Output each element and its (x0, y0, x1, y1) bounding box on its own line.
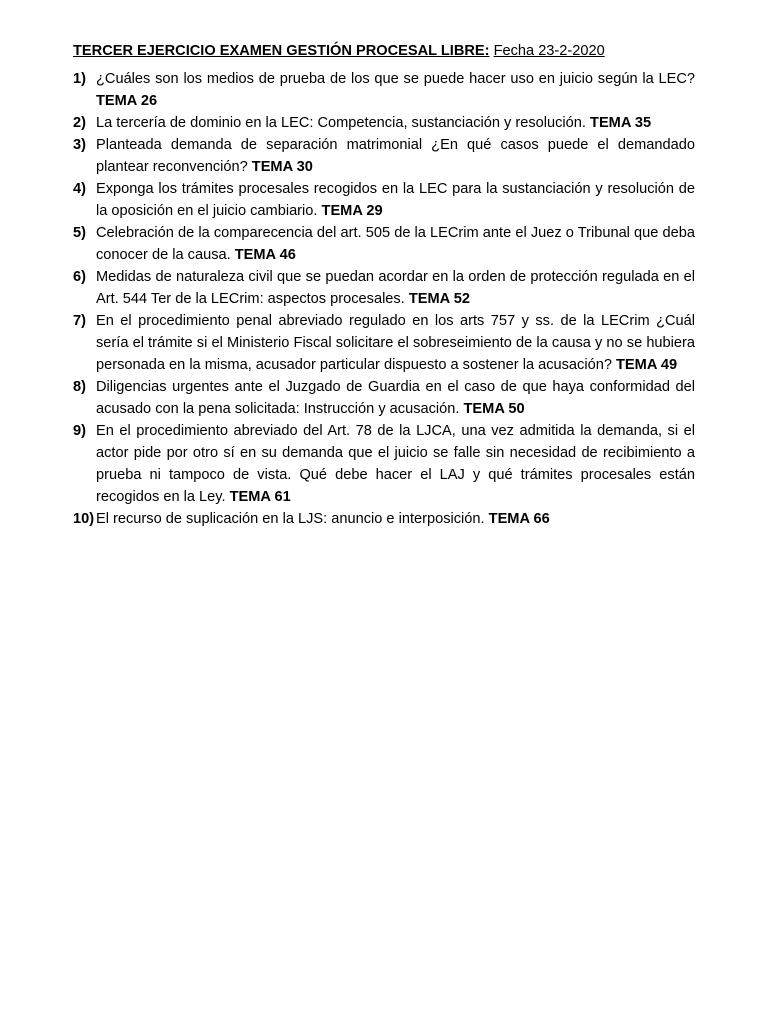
question-text: Celebración de la comparecencia del art. 505 de la LECrim ante el Juez o Tribunal que deba conocer de la causa. (96, 225, 695, 263)
question-tema: TEMA 50 (463, 401, 525, 417)
question-tema: TEMA 52 (408, 291, 470, 307)
question-tema: TEMA 61 (229, 489, 291, 505)
question-item-5 (73, 222, 695, 266)
question-tema: TEMA 46 (234, 247, 296, 263)
question-tema: TEMA 35 (590, 115, 652, 131)
question-number: 3) (73, 137, 86, 153)
question-text: En el procedimiento penal abreviado regulado en los arts 757 y ss. de la LECrim ¿Cuál sería el trámite si el Ministerio Fiscal solicitare el sobreseimiento de la causa y no se hubiera personada en la misma, acusador particular dispuesto a sostener la acusación? (96, 313, 695, 373)
question-item-4 (73, 178, 695, 222)
question-tema: TEMA 26 (96, 93, 158, 109)
question-number: 5) (73, 225, 86, 241)
question-number: 1) (73, 71, 86, 87)
question-item-9 (73, 420, 695, 508)
question-item-1 (73, 68, 695, 112)
question-text: ¿Cuáles son los medios de prueba de los que se puede hacer uso en juicio según la LEC? (96, 71, 695, 87)
question-item-8 (73, 376, 695, 420)
exam-title: TERCER EJERCICIO EXAMEN GESTIÓN PROCESAL LIBRE: (73, 43, 490, 59)
exam-date: Fecha 23-2-2020 (493, 43, 605, 59)
question-number: 2) (73, 115, 86, 131)
question-tema: TEMA 29 (321, 203, 383, 219)
question-tema: TEMA 30 (251, 159, 313, 175)
question-number: 9) (73, 423, 86, 439)
question-tema: TEMA 49 (616, 357, 678, 373)
question-item-3 (73, 134, 695, 178)
question-number: 6) (73, 269, 86, 285)
question-text: Diligencias urgentes ante el Juzgado de Guardia en el caso de que haya conformidad del acusado con la pena solicitada: Instrucción y acusación. (96, 379, 695, 417)
question-tema: TEMA 66 (488, 511, 550, 527)
question-number: 7) (73, 313, 86, 329)
exam-header (73, 40, 695, 62)
question-item-2 (73, 112, 695, 134)
question-text: Exponga los trámites procesales recogidos en la LEC para la sustanciación y resolución de la oposición en el juicio cambiario. (96, 181, 695, 219)
question-item-7 (73, 310, 695, 376)
question-text: Medidas de naturaleza civil que se puedan acordar en la orden de protección regulada en el Art. 544 Ter de la LECrim: aspectos procesales. (96, 269, 695, 307)
question-list (73, 68, 695, 530)
question-number: 10) (73, 511, 95, 527)
question-number: 8) (73, 379, 86, 395)
question-text: La tercería de dominio en la LEC: Competencia, sustanciación y resolución. (96, 115, 586, 131)
question-text: Planteada demanda de separación matrimonial ¿En qué casos puede el demandado plantear reconvención? (96, 137, 695, 175)
question-item-10 (73, 508, 695, 530)
question-text: El recurso de suplicación en la LJS: anuncio e interposición. (96, 511, 485, 527)
question-item-6 (73, 266, 695, 310)
question-number: 4) (73, 181, 86, 197)
question-text: En el procedimiento abreviado del Art. 78 de la LJCA, una vez admitida la demanda, si el actor pide por otro sí en su demanda que el juicio se falle sin necesidad de recibimiento a prueba ni tampoco de vista. Qué debe hacer el LAJ y qué trámites procesales están recogidos en la Ley. (96, 423, 695, 505)
document-page (73, 40, 695, 530)
